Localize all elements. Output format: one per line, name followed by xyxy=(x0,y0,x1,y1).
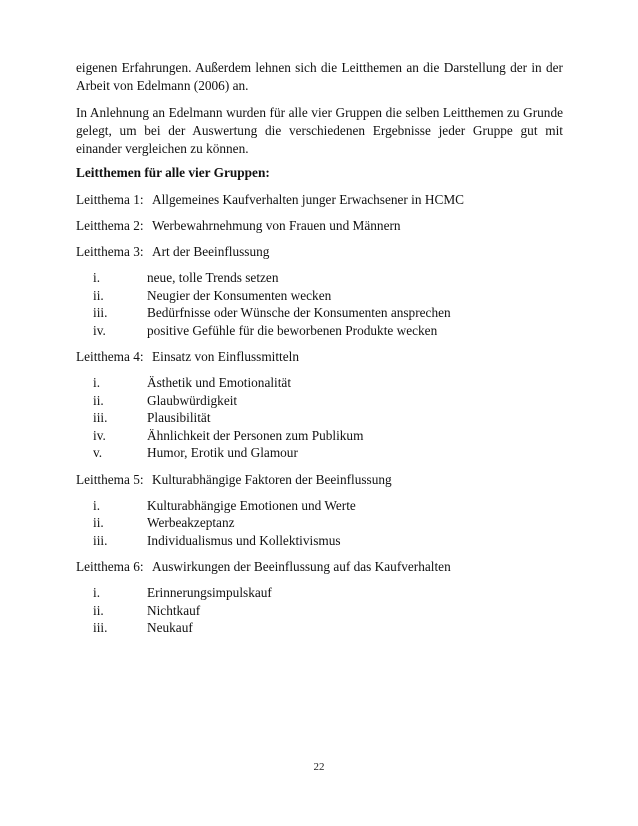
roman-numeral: i. xyxy=(93,375,101,390)
roman-numeral: iii. xyxy=(93,410,108,425)
list-item xyxy=(76,602,563,620)
roman-numeral: i. xyxy=(93,270,101,285)
list-item xyxy=(76,287,563,305)
theme-number: Leitthema 6: xyxy=(76,559,144,574)
theme-title: Einsatz von Einflussmitteln xyxy=(152,349,299,364)
theme-title: Kulturabhängige Faktoren der Beeinflussung xyxy=(152,471,392,487)
list-item-text: Werbeakzeptanz xyxy=(147,515,235,530)
theme-title: Auswirkungen der Beeinflussung auf das Kaufverhalten xyxy=(152,559,451,574)
theme-number: Leitthema 2: xyxy=(76,218,144,233)
theme-line xyxy=(76,471,563,489)
list-item xyxy=(76,322,563,340)
section-heading: Leitthemen für alle vier Gruppen: xyxy=(76,165,270,180)
roman-numeral: iii. xyxy=(93,532,108,548)
theme-number: Leitthema 4: xyxy=(76,349,144,364)
theme-title: Werbewahrnehmung von Frauen und Männern xyxy=(152,218,401,233)
paragraph-method: In Anlehnung an Edelmann wurden für alle vier Gruppen die selben Leitthemen zu Grunde gelegt, um bei der Auswertung die verschiedenen Ergebnisse jeder Gruppe gut mit einander vergleichen zu können. xyxy=(76,105,563,156)
list-item xyxy=(76,514,563,532)
list-item-text: Glaubwürdigkeit xyxy=(147,392,238,408)
theme-line xyxy=(76,558,563,576)
theme-sublist xyxy=(76,584,563,637)
roman-numeral: iii. xyxy=(93,620,108,635)
roman-numeral: iv. xyxy=(93,322,106,338)
list-item-text: positive Gefühle für die beworbenen Produkte wecken xyxy=(147,322,438,338)
roman-numeral: i. xyxy=(93,585,101,600)
list-item-text: Erinnerungsimpulskauf xyxy=(147,585,272,600)
theme-sublist xyxy=(76,497,563,550)
paragraph-intro: eigenen Erfahrungen. Außerdem lehnen sich die Leitthemen an die Darstellung der in der Arbeit von Edelmann (2006) an. xyxy=(76,60,563,93)
theme-title: Art der Beeinflussung xyxy=(152,244,270,259)
theme-sublist xyxy=(76,269,563,339)
list-item xyxy=(76,497,563,515)
roman-numeral: ii. xyxy=(93,287,104,303)
theme-sublist xyxy=(76,374,563,462)
list-item xyxy=(76,374,563,392)
list-item xyxy=(76,304,563,322)
list-item-text: Humor, Erotik und Glamour xyxy=(147,445,298,460)
list-item-text: Bedürfnisse oder Wünsche der Konsumenten ansprechen xyxy=(147,305,451,320)
theme-number: Leitthema 3: xyxy=(76,244,144,259)
roman-numeral: i. xyxy=(93,497,101,513)
theme-line xyxy=(76,191,563,209)
list-item xyxy=(76,584,563,602)
roman-numeral: iv. xyxy=(93,427,106,443)
roman-numeral: v. xyxy=(93,445,103,460)
list-item-text: Neugier der Konsumenten wecken xyxy=(147,287,332,303)
list-item-text: Plausibilität xyxy=(147,410,211,425)
page-number: 22 xyxy=(313,761,325,773)
list-item xyxy=(76,392,563,410)
list-item xyxy=(76,269,563,287)
roman-numeral: ii. xyxy=(93,392,104,408)
themes-list xyxy=(76,191,563,637)
roman-numeral: ii. xyxy=(93,602,104,618)
list-item-text: Nichtkauf xyxy=(147,602,201,618)
list-item xyxy=(76,409,563,427)
list-item xyxy=(76,444,563,462)
theme-number: Leitthema 1: xyxy=(76,192,144,207)
theme-number: Leitthema 5: xyxy=(76,471,144,487)
list-item xyxy=(76,427,563,445)
theme-line xyxy=(76,348,563,366)
list-item-text: Ähnlichkeit der Personen zum Publikum xyxy=(147,427,364,443)
theme-line xyxy=(76,243,563,261)
roman-numeral: ii. xyxy=(93,515,104,530)
theme-title: Allgemeines Kaufverhalten junger Erwachsener in HCMC xyxy=(152,192,465,207)
list-item xyxy=(76,619,563,637)
roman-numeral: iii. xyxy=(93,305,108,320)
list-item-text: neue, tolle Trends setzen xyxy=(147,270,279,285)
list-item-text: Neukauf xyxy=(147,620,193,635)
list-item-text: Individualismus und Kollektivismus xyxy=(147,532,341,548)
list-item-text: Ästhetik und Emotionalität xyxy=(147,375,292,390)
list-item xyxy=(76,532,563,550)
list-item-text: Kulturabhängige Emotionen und Werte xyxy=(147,497,356,513)
theme-line xyxy=(76,217,563,235)
